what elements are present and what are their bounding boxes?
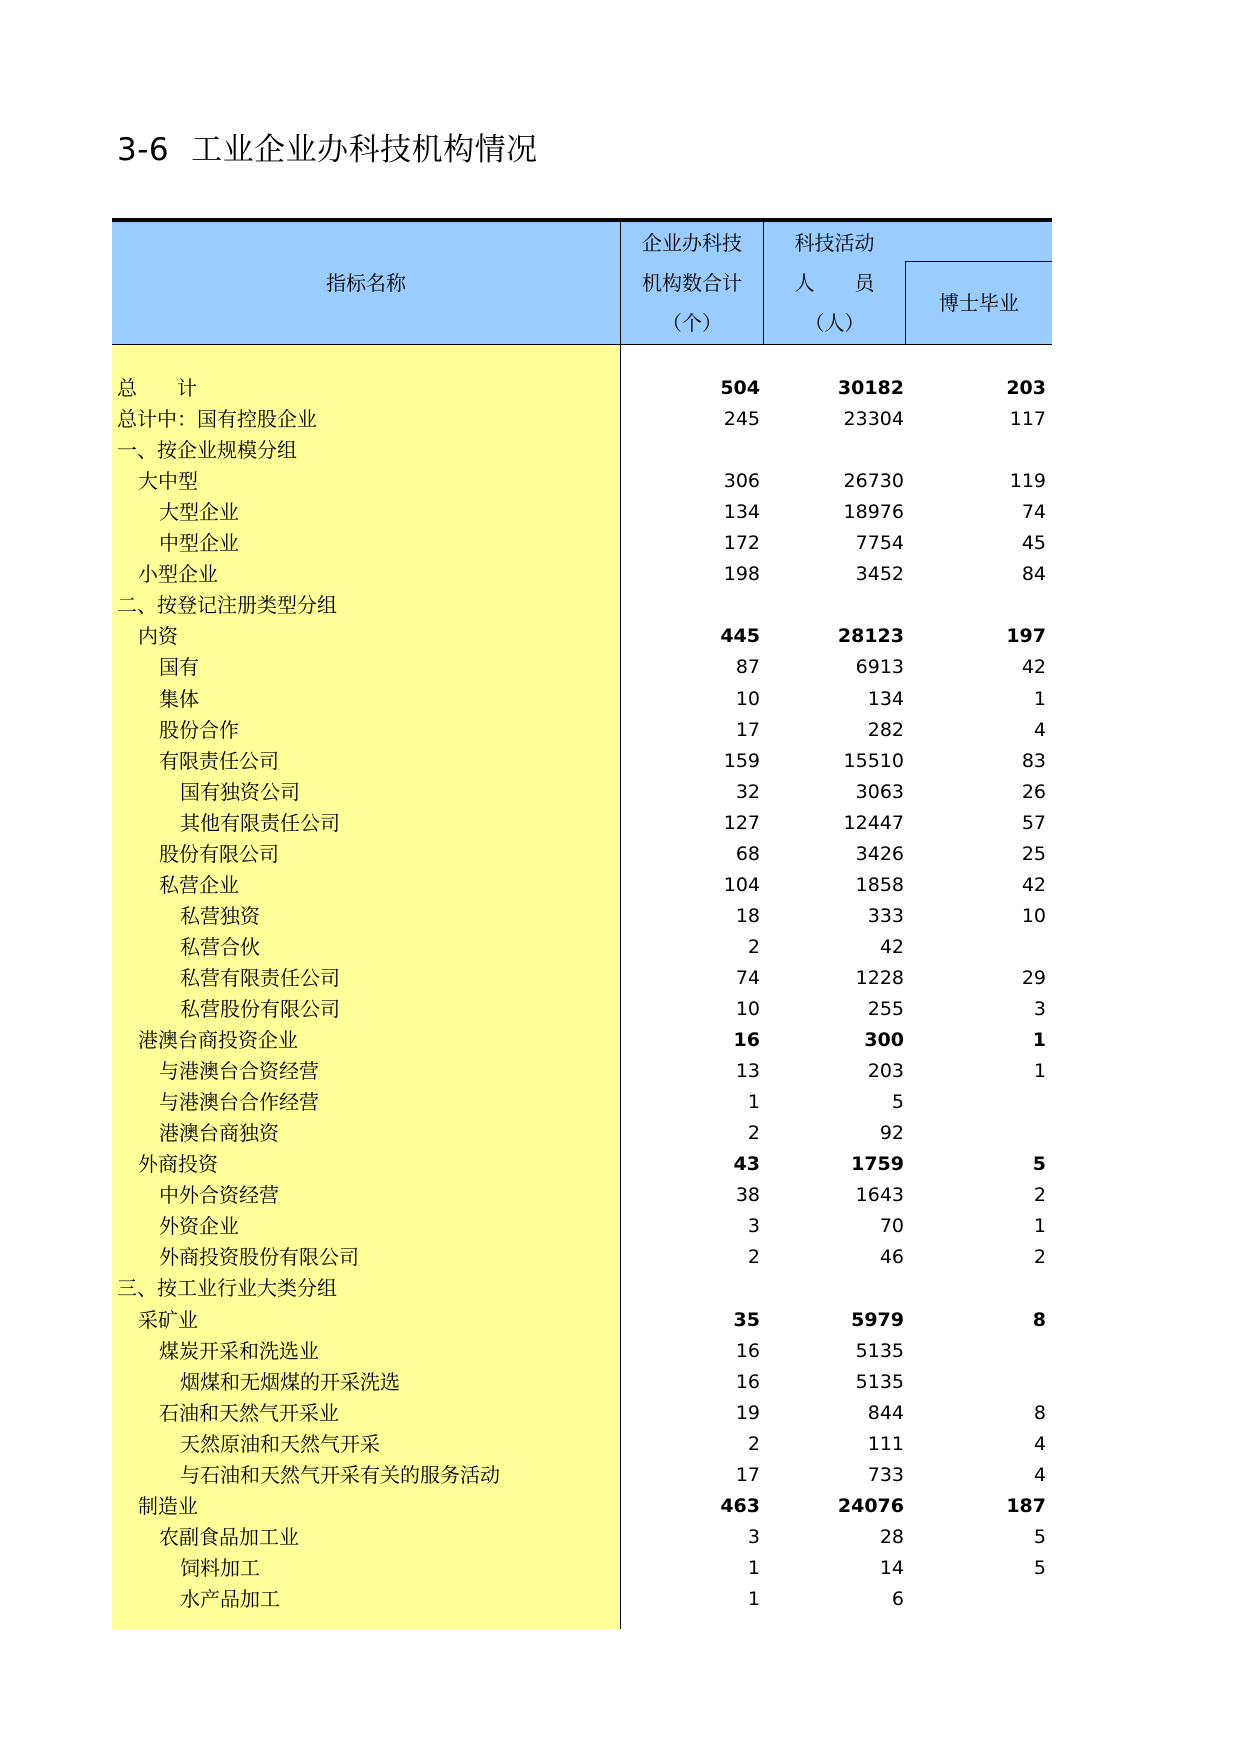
row-label: 内资 [138, 624, 178, 649]
phd-graduates-cell: 2 [1033, 1184, 1046, 1207]
institutions-count-cell: 10 [735, 998, 760, 1020]
institutions-count-cell: 10 [735, 687, 760, 710]
row-label: 饲料加工 [180, 1555, 260, 1580]
row-label: 港澳台商投资企业 [138, 1028, 298, 1053]
phd-graduates-cell: 84 [1021, 563, 1046, 586]
institutions-count-cell: 504 [720, 377, 760, 399]
table-row [112, 1025, 1052, 1056]
row-label: 采矿业 [138, 1307, 198, 1332]
row-label: 私营有限责任公司 [180, 965, 340, 990]
row-label: 其他有限责任公司 [180, 810, 340, 835]
sci-tech-personnel-cell: 1643 [855, 1184, 904, 1207]
row-label: 农副食品加工业 [159, 1524, 299, 1549]
institutions-count-cell: 2 [747, 1246, 760, 1269]
institutions-count-cell: 3 [747, 1215, 760, 1238]
phd-graduates-cell: 5 [1033, 1556, 1046, 1579]
row-label: 外商投资股份有限公司 [159, 1245, 359, 1270]
institutions-count-cell: 16 [735, 1339, 760, 1362]
header-subrule [905, 261, 1052, 262]
phd-graduates-cell: 2 [1033, 1246, 1046, 1269]
row-label: 总计中：国有控股企业 [117, 407, 317, 432]
row-label: 与石油和天然气开采有关的服务活动 [180, 1462, 500, 1487]
institutions-count-cell: 87 [735, 656, 760, 679]
row-label: 与港澳台合资经营 [159, 1059, 319, 1084]
phd-graduates-cell: 57 [1021, 811, 1046, 834]
institutions-count-cell: 38 [735, 1184, 760, 1207]
sci-tech-personnel-cell: 3426 [855, 842, 904, 865]
phd-graduates-cell: 10 [1021, 904, 1046, 927]
table-row [112, 497, 1052, 528]
phd-graduates-cell: 197 [1006, 625, 1046, 648]
phd-graduates-cell: 187 [1006, 1494, 1046, 1517]
row-label: 中外合资经营 [159, 1183, 279, 1208]
phd-graduates-cell: 1 [1032, 1029, 1046, 1052]
page-title [117, 128, 538, 172]
sci-tech-personnel-cell: 733 [867, 1463, 904, 1486]
table-row [112, 715, 1052, 746]
institutions-count-cell: 18 [735, 904, 760, 927]
institutions-count-cell: 463 [720, 1494, 760, 1517]
header-col2-line2: 人 员 [794, 271, 875, 295]
row-label: 三、按工业行业大类分组 [117, 1276, 337, 1301]
sci-tech-personnel-cell: 23304 [843, 408, 904, 431]
phd-graduates-cell: 1 [1033, 687, 1046, 710]
sci-tech-personnel-cell: 5 [891, 1091, 904, 1114]
sci-tech-personnel-cell: 7754 [855, 532, 904, 555]
institutions-count-cell: 17 [735, 718, 760, 741]
sci-tech-personnel-cell: 134 [867, 687, 904, 710]
institutions-count-cell: 127 [723, 811, 760, 834]
phd-graduates-cell: 83 [1021, 749, 1046, 772]
table-row [112, 684, 1052, 715]
institutions-count-cell: 35 [733, 1308, 760, 1331]
header-col2-unit: （人） [804, 311, 865, 335]
row-label: 大型企业 [159, 500, 239, 525]
table-row [112, 1180, 1052, 1211]
header-col1-line1: 企业办科技 [642, 231, 742, 255]
phd-graduates-cell: 5 [1033, 1525, 1046, 1548]
row-label: 私营企业 [159, 872, 239, 897]
table-row [112, 870, 1052, 901]
row-label: 私营独资 [180, 903, 260, 928]
phd-graduates-cell: 3 [1033, 998, 1046, 1020]
institutions-count-cell: 43 [733, 1153, 760, 1176]
row-label: 与港澳台合作经营 [159, 1090, 319, 1115]
sci-tech-personnel-cell: 5135 [855, 1370, 904, 1393]
table-row [112, 963, 1052, 994]
phd-graduates-cell: 8 [1033, 1401, 1046, 1424]
institutions-count-cell: 1 [747, 1556, 760, 1579]
institutions-count-cell: 172 [723, 532, 760, 555]
sci-tech-personnel-cell: 255 [867, 998, 904, 1020]
phd-graduates-cell: 119 [1009, 470, 1046, 493]
sci-tech-personnel-cell: 12447 [843, 811, 904, 834]
row-label: 外商投资 [138, 1152, 218, 1177]
sci-tech-personnel-cell: 6913 [855, 656, 904, 679]
table-row [112, 994, 1052, 1025]
table-row [112, 1056, 1052, 1087]
sci-tech-personnel-cell: 5979 [851, 1308, 904, 1331]
row-label: 小型企业 [138, 562, 218, 587]
table-row [112, 1211, 1052, 1242]
row-label: 外资企业 [159, 1214, 239, 1239]
sci-tech-personnel-cell: 3063 [855, 780, 904, 803]
table-row [112, 1460, 1052, 1491]
phd-graduates-cell: 4 [1033, 1432, 1046, 1455]
row-label: 石油和天然气开采业 [159, 1400, 339, 1425]
row-label: 私营合伙 [180, 934, 260, 959]
table-row [112, 777, 1052, 808]
institutions-count-cell: 13 [735, 1060, 760, 1083]
table-row [112, 590, 1052, 621]
sci-tech-personnel-cell: 203 [867, 1060, 904, 1083]
row-label: 二、按登记注册类型分组 [117, 593, 337, 618]
phd-graduates-cell: 117 [1009, 408, 1046, 431]
phd-graduates-cell: 4 [1033, 1463, 1046, 1486]
phd-graduates-cell: 26 [1021, 780, 1046, 803]
institutions-count-cell: 104 [723, 873, 760, 896]
institutions-count-cell: 2 [747, 1122, 760, 1145]
phd-graduates-cell: 4 [1033, 718, 1046, 741]
phd-graduates-cell: 203 [1006, 377, 1046, 399]
phd-graduates-cell: 1 [1033, 1060, 1046, 1083]
sci-tech-personnel-cell: 14 [879, 1556, 904, 1579]
institutions-count-cell: 2 [747, 935, 760, 958]
institutions-count-cell: 445 [720, 625, 760, 648]
table-row [112, 1398, 1052, 1429]
row-label: 煤炭开采和洗选业 [159, 1338, 319, 1363]
institutions-count-cell: 3 [747, 1525, 760, 1548]
header-col1-unit: （个） [662, 311, 722, 335]
row-label: 一、按企业规模分组 [117, 438, 297, 463]
institutions-count-cell: 68 [735, 842, 760, 865]
phd-graduates-cell: 1 [1033, 1215, 1046, 1238]
institutions-count-cell: 16 [735, 1370, 760, 1393]
row-label: 制造业 [138, 1493, 198, 1518]
sci-tech-personnel-cell: 300 [864, 1029, 904, 1052]
institutions-count-cell: 245 [723, 408, 760, 431]
sci-tech-personnel-cell: 844 [867, 1401, 904, 1424]
institutions-count-cell: 159 [723, 749, 760, 772]
table-number: 3-6 [117, 132, 170, 168]
phd-graduates-cell: 25 [1021, 842, 1046, 865]
sci-tech-personnel-cell: 3452 [855, 563, 904, 586]
table-row [112, 1491, 1052, 1522]
institutions-count-cell: 17 [735, 1463, 760, 1486]
institutions-count-cell: 32 [735, 780, 760, 803]
sci-tech-personnel-cell: 1858 [855, 873, 904, 896]
institutions-count-cell: 16 [733, 1029, 760, 1052]
header-indicator-name: 指标名称 [326, 271, 406, 295]
institutions-count-cell: 1 [747, 1091, 760, 1114]
institutions-count-cell: 1 [747, 1587, 760, 1610]
table-row [112, 466, 1052, 497]
sci-tech-personnel-cell: 111 [867, 1432, 904, 1455]
header-col1-line2: 机构数合计 [642, 271, 742, 295]
table-row [112, 932, 1052, 963]
table-row [112, 901, 1052, 932]
header-col3: 博士毕业 [939, 291, 1019, 315]
table-row [112, 1242, 1052, 1273]
phd-graduates-cell: 42 [1021, 656, 1046, 679]
phd-graduates-cell: 8 [1032, 1308, 1046, 1331]
row-label: 中型企业 [159, 531, 239, 556]
sci-tech-personnel-cell: 282 [867, 718, 904, 741]
row-label: 国有独资公司 [180, 779, 300, 804]
table-row [112, 621, 1052, 652]
sci-tech-personnel-cell: 26730 [843, 470, 904, 493]
row-label: 国有 [159, 655, 199, 680]
institutions-count-cell: 306 [723, 470, 760, 493]
row-label: 私营股份有限公司 [180, 997, 340, 1021]
sci-tech-personnel-cell: 1759 [851, 1153, 904, 1176]
sci-tech-personnel-cell: 333 [867, 904, 904, 927]
row-label: 总 计 [117, 376, 197, 400]
table-row [112, 373, 1052, 404]
phd-graduates-cell: 74 [1021, 501, 1046, 524]
table-row [112, 652, 1052, 683]
phd-graduates-cell: 45 [1021, 532, 1046, 555]
sci-tech-personnel-cell: 5135 [855, 1339, 904, 1362]
sci-tech-personnel-cell: 92 [879, 1122, 904, 1145]
phd-graduates-cell: 5 [1032, 1153, 1046, 1176]
row-label: 有限责任公司 [159, 748, 279, 773]
row-label: 港澳台商独资 [159, 1121, 279, 1146]
sci-tech-personnel-cell: 18976 [843, 501, 904, 524]
table-row [112, 1429, 1052, 1460]
table-row [112, 1336, 1052, 1367]
table-row [112, 1149, 1052, 1180]
row-label: 股份合作 [159, 717, 239, 742]
row-label: 水产品加工 [180, 1586, 280, 1611]
sci-tech-personnel-cell: 1228 [855, 966, 904, 989]
table-row [112, 1553, 1052, 1584]
sci-tech-personnel-cell: 15510 [843, 749, 904, 772]
sci-tech-personnel-cell: 6 [891, 1587, 904, 1610]
sci-tech-personnel-cell: 30182 [837, 377, 904, 399]
table-row [112, 404, 1052, 435]
table-row [112, 746, 1052, 777]
table-row [112, 1522, 1052, 1553]
table-row [112, 839, 1052, 870]
sci-tech-personnel-cell: 46 [879, 1246, 904, 1269]
institutions-count-cell: 19 [735, 1401, 760, 1424]
table-row [112, 1584, 1052, 1615]
institutions-count-cell: 2 [747, 1432, 760, 1455]
row-label: 集体 [159, 686, 199, 711]
table-row [112, 1367, 1052, 1398]
row-label: 天然原油和天然气开采 [180, 1431, 380, 1456]
row-label: 烟煤和无烟煤的开采洗选 [180, 1369, 400, 1394]
table-title: 工业企业办科技机构情况 [191, 132, 538, 168]
data-table [112, 218, 1052, 1629]
table-row [112, 1087, 1052, 1118]
institutions-count-cell: 198 [723, 563, 760, 586]
table-row [112, 559, 1052, 590]
phd-graduates-cell: 29 [1021, 966, 1046, 989]
table-row [112, 1273, 1052, 1304]
table-row [112, 808, 1052, 839]
table-row [112, 435, 1052, 466]
table-row [112, 1305, 1052, 1336]
sci-tech-personnel-cell: 28 [879, 1525, 904, 1548]
header-col2-line1: 科技活动 [794, 231, 875, 255]
row-label: 股份有限公司 [159, 841, 279, 866]
sci-tech-personnel-cell: 70 [879, 1215, 904, 1238]
table-row [112, 1118, 1052, 1149]
sci-tech-personnel-cell: 28123 [837, 625, 904, 648]
sci-tech-personnel-cell: 42 [879, 935, 904, 958]
table-row [112, 528, 1052, 559]
institutions-count-cell: 134 [723, 501, 760, 524]
sci-tech-personnel-cell: 24076 [837, 1494, 904, 1517]
phd-graduates-cell: 42 [1021, 873, 1046, 896]
row-label: 大中型 [138, 469, 198, 494]
institutions-count-cell: 74 [735, 966, 760, 989]
